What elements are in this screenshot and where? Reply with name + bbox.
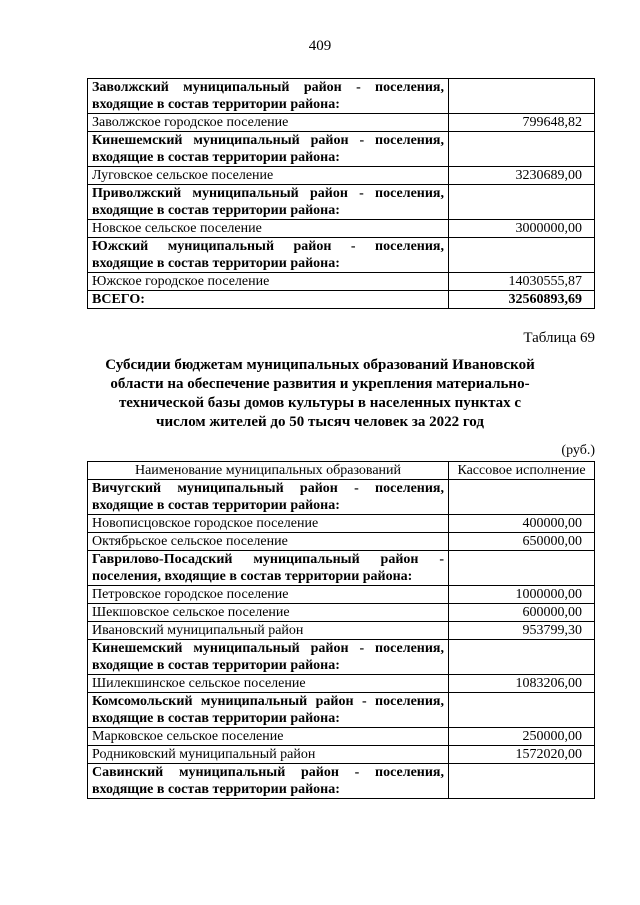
row-name-cell: Савинский муниципальный район - поселения, входящие в состав территории района:	[88, 764, 449, 799]
unit-label: (руб.)	[561, 443, 595, 458]
row-value-cell	[449, 640, 595, 675]
row-value-cell	[449, 238, 595, 273]
subsidy-table-continued	[87, 78, 595, 309]
table-row	[88, 604, 595, 622]
row-name-cell: Кинешемский муниципальный район - поселения, входящие в состав территории района:	[88, 640, 449, 675]
row-name-cell: Шекшовское сельское поселение	[88, 604, 449, 622]
row-value-cell: 650000,00	[449, 533, 595, 551]
row-value-cell: 799648,82	[449, 114, 595, 132]
row-name-cell: Шилекшинское сельское поселение	[88, 675, 449, 693]
row-name-cell: Заволжское городское поселение	[88, 114, 449, 132]
row-name-cell: Луговское сельское поселение	[88, 167, 449, 185]
table-label: Таблица 69	[523, 330, 595, 346]
group-row	[88, 238, 595, 273]
row-name-cell: Южское городское поселение	[88, 273, 449, 291]
row-name-cell: Октябрьское сельское поселение	[88, 533, 449, 551]
group-row	[88, 79, 595, 114]
row-name-cell: Приволжский муниципальный район - поселения, входящие в состав территории района:	[88, 185, 449, 220]
row-name-cell: Кинешемский муниципальный район - поселения, входящие в состав территории района:	[88, 132, 449, 167]
total-row	[88, 291, 595, 309]
row-name-cell: Новское сельское поселение	[88, 220, 449, 238]
row-value-cell	[449, 132, 595, 167]
row-name-cell: Комсомольский муниципальный район - поселения, входящие в состав территории района:	[88, 693, 449, 728]
table-row	[88, 273, 595, 291]
row-name-cell: ВСЕГО:	[88, 291, 449, 309]
group-row	[88, 185, 595, 220]
row-value-cell	[449, 185, 595, 220]
table-title: Субсидии бюджетам муниципальных образований Ивановской области на обеспечение развития и укрепления материально-технической базы домов культуры в населенных пунктах с числом жителей до 50 тысяч человек за 2022 год	[105, 357, 535, 430]
group-row	[88, 764, 595, 799]
table-row	[88, 746, 595, 764]
row-value-cell	[449, 480, 595, 515]
row-value-cell	[449, 764, 595, 799]
row-value-cell: 600000,00	[449, 604, 595, 622]
table-row	[88, 675, 595, 693]
row-value-cell: 400000,00	[449, 515, 595, 533]
row-name-cell: Вичугский муниципальный район - поселения, входящие в состав территории района:	[88, 480, 449, 515]
row-value-cell: 3000000,00	[449, 220, 595, 238]
table-row	[88, 114, 595, 132]
row-value-cell: 32560893,69	[449, 291, 595, 309]
row-value-cell	[449, 79, 595, 114]
row-value-cell	[449, 551, 595, 586]
group-row	[88, 640, 595, 675]
group-row	[88, 551, 595, 586]
group-row	[88, 693, 595, 728]
row-name-cell: Ивановский муниципальный район	[88, 622, 449, 640]
page-number: 409	[308, 38, 332, 54]
header-value-cell: Кассовое исполнение	[449, 462, 595, 480]
row-name-cell: Гаврилово-Посадский муниципальный район - поселения, входящие в состав территории района:	[88, 551, 449, 586]
row-value-cell: 1000000,00	[449, 586, 595, 604]
row-name-cell: Родниковский муниципальный район	[88, 746, 449, 764]
row-value-cell: 953799,30	[449, 622, 595, 640]
table-header-row	[88, 462, 595, 480]
row-value-cell: 14030555,87	[449, 273, 595, 291]
row-name-cell: Петровское городское поселение	[88, 586, 449, 604]
table-row	[88, 167, 595, 185]
row-value-cell: 3230689,00	[449, 167, 595, 185]
table-row	[88, 586, 595, 604]
group-row	[88, 132, 595, 167]
table-row	[88, 728, 595, 746]
row-value-cell: 250000,00	[449, 728, 595, 746]
table-row	[88, 533, 595, 551]
group-row	[88, 480, 595, 515]
row-value-cell	[449, 693, 595, 728]
row-value-cell: 1083206,00	[449, 675, 595, 693]
row-value-cell: 1572020,00	[449, 746, 595, 764]
table-row	[88, 220, 595, 238]
header-name-cell: Наименование муниципальных образований	[88, 462, 449, 480]
row-name-cell: Новописцовское городское поселение	[88, 515, 449, 533]
subsidy-table-69	[87, 461, 595, 799]
table-row	[88, 515, 595, 533]
row-name-cell: Заволжский муниципальный район - поселения, входящие в состав территории района:	[88, 79, 449, 114]
table-row	[88, 622, 595, 640]
row-name-cell: Южский муниципальный район - поселения, входящие в состав территории района:	[88, 238, 449, 273]
row-name-cell: Марковское сельское поселение	[88, 728, 449, 746]
